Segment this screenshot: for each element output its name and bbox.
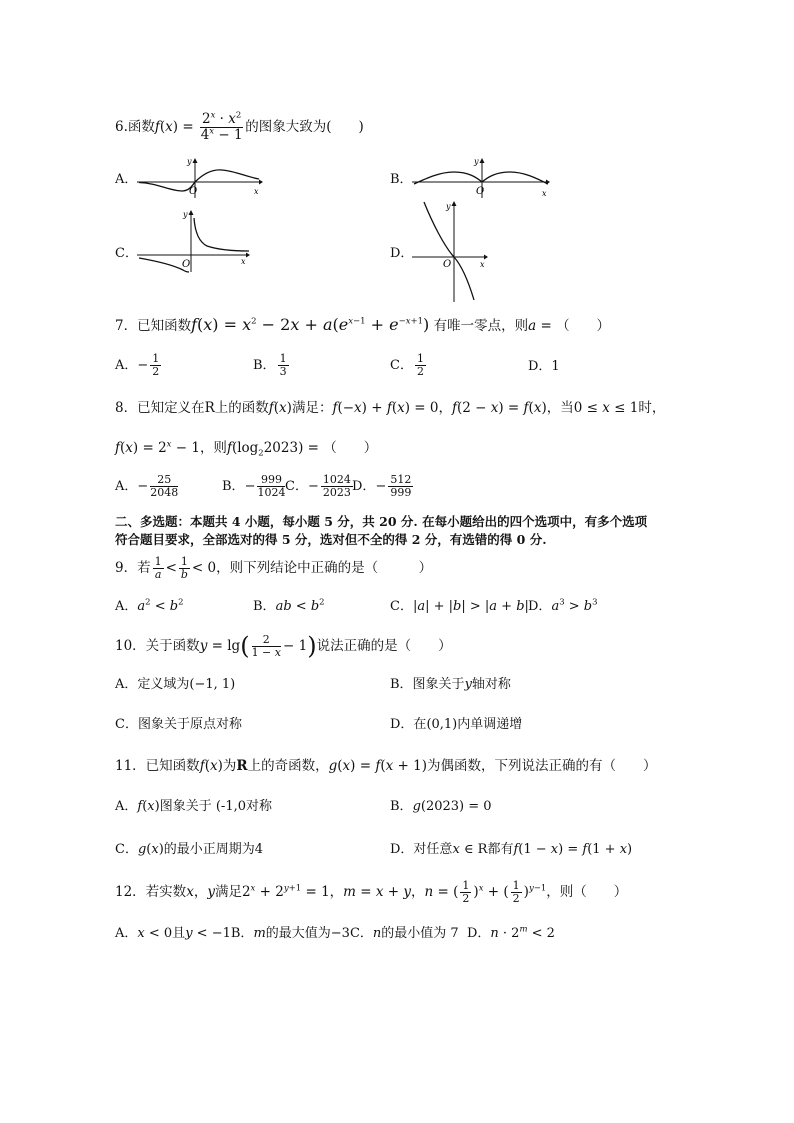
q9-option-a[interactable]: A．$a^2 < b^2$ <box>115 597 184 614</box>
q12-option-b[interactable]: B．m的最大值为−3 <box>230 926 350 941</box>
q6-fraction: $\frac{2^x \cdot x^2}{4^x - 1}$ <box>200 110 243 143</box>
svg-text:y: y <box>446 202 451 211</box>
q11-option-b[interactable]: B．g(2023) = 0 <box>390 799 492 814</box>
svg-text:y: y <box>474 157 479 166</box>
q6-option-b-label[interactable]: B． <box>390 172 413 187</box>
svg-text:y: y <box>187 157 192 166</box>
svg-text:O: O <box>182 259 191 270</box>
q8-option-a[interactable]: A．− $\frac{25}{2048}$ <box>115 473 179 500</box>
q10-option-d[interactable]: D．在(0,1)内单调递增 <box>390 717 523 732</box>
q11-option-a[interactable]: A．f(x)图象关于 (-1,0对称 <box>115 799 273 814</box>
q7-option-c[interactable]: C． $\frac{1}{2}$ <box>390 352 424 379</box>
q8-line2: $f(x) = 2^x - 1$，则$f(\log_22023)$ = （ ） <box>115 439 378 459</box>
q7-option-b[interactable]: B． $\frac{1}{3}$ <box>253 352 287 379</box>
q8-option-d[interactable]: D．− $\frac{512}{999}$ <box>352 473 412 500</box>
section2-line2: 符合题目要求，全部选对的得 5 分，选对但不全的得 2 分，有选错的得 0 分. <box>115 532 547 547</box>
q7-stem: 7．已知函数$f(x) = x^2 - 2x + a(e^{x-1} + e^{-x+1})$ 有唯一零点，则a = （ ） <box>115 315 611 334</box>
q6-fx: f <box>154 118 160 135</box>
q9-stem: 9．若 $\frac{1}{a}$ < $\frac{1}{b}$ < 0，则下列结论中正确的是（ ） <box>115 555 433 582</box>
q9-option-d[interactable]: D．$a^3 > b^3$ <box>528 597 598 614</box>
section2-line1: 二、多选题：本题共 4 小题，每小题 5 分，共 20 分. 在每小题给出的四个选项中，有多个选项 <box>115 514 648 529</box>
svg-text:y: y <box>183 210 188 219</box>
q10-option-c[interactable]: C．图象关于原点对称 <box>115 717 242 732</box>
q12-option-c[interactable]: C．n的最小值为 7 <box>349 926 459 941</box>
q6-graph-b <box>412 158 552 198</box>
svg-text:x: x <box>254 187 259 196</box>
q9-option-b[interactable]: B．ab < $b^2$ <box>253 597 325 614</box>
q12-stem: 12．若实数x，y满足$2^x + 2^{y+1} = 1$，m = x + y，n = ( $\frac{1}{2}$ )$^x$ + ( $\frac{1}{2}$ )$^{y-1}$，则（ ） <box>115 879 628 906</box>
q11-option-d[interactable]: D．对任意x ∈ R都有f(1 − x) = f(1 + x) <box>390 842 633 857</box>
q7-option-a[interactable]: A．− $\frac{1}{2}$ <box>115 352 160 379</box>
q12-option-d[interactable]: D．$n \cdot 2^m < 2$ <box>466 924 555 941</box>
q7-suffix: 有唯一零点，则 <box>433 318 529 334</box>
q11-option-c[interactable]: C．g(x)的最小正周期为4 <box>115 842 264 857</box>
svg-text:x: x <box>241 257 246 266</box>
q6-suffix: 的图象大致为( ) <box>245 118 364 135</box>
q8-option-c[interactable]: C．− $\frac{1024}{2023}$ <box>285 473 351 500</box>
q10-option-b[interactable]: B．图象关于y轴对称 <box>390 677 511 692</box>
q6-prefix: 函数 <box>127 118 155 135</box>
q6-option-c-label[interactable]: C． <box>115 246 138 261</box>
svg-text:x: x <box>480 260 485 269</box>
q8-option-b[interactable]: B．− $\frac{999}{1024}$ <box>222 473 286 500</box>
q9-option-c[interactable]: C．|a| + |b| > |a + b| <box>390 599 529 614</box>
q6-option-d-label[interactable]: D． <box>390 246 414 261</box>
q6-graph-d <box>412 200 492 302</box>
q6-graph-c <box>137 210 252 272</box>
q6-number: 6. <box>115 118 128 135</box>
q6-graph-a <box>137 158 263 198</box>
q7-number: 7．已知函数 <box>115 318 192 334</box>
q11-stem: 11．已知函数f(x)为R上的奇函数，g(x) = f(x + 1)为偶函数，下列说法正确的有（ ） <box>115 758 657 774</box>
svg-text:O: O <box>189 186 198 197</box>
svg-text:O: O <box>443 259 452 270</box>
q8-line1: 8．已知定义在R上的函数f(x)满足：f(−x) + f(x) = 0，f(2 − x) = f(x)，当0 ≤ x ≤ 1时， <box>115 400 666 416</box>
q12-option-a[interactable]: A．x < 0且y < −1 <box>115 926 231 941</box>
svg-text:O: O <box>476 186 485 197</box>
q6-stem: 6.函数f(x) = $\frac{2^x \cdot x^2}{4^x - 1}$ 的图象大致为( ) <box>115 110 364 143</box>
q7-tail: （ ） <box>556 318 611 334</box>
svg-text:x: x <box>542 189 547 198</box>
q12-options <box>115 926 555 942</box>
q10-stem: 10．关于函数y = lg( $\frac{2}{1 - x}$ − 1)说法正确的是（ ） <box>115 632 452 660</box>
q7-formula: $f(x) = x^2 - 2x + a(e^{x-1} + e^{-x+1})$ <box>191 315 430 334</box>
q6-option-a-label[interactable]: A． <box>115 172 138 187</box>
q10-option-a[interactable]: A．定义域为(−1, 1) <box>115 677 236 692</box>
q7-option-d[interactable]: D．1 <box>528 359 560 374</box>
